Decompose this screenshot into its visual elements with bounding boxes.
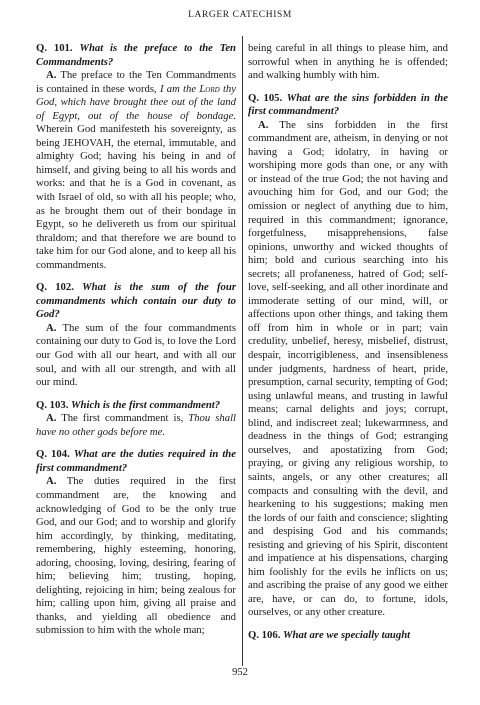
question-number: Q. 105. bbox=[248, 91, 283, 104]
question-text: What is the sum of the four commandments which contain our duty to God? bbox=[36, 281, 237, 321]
question-number: Q. 106. bbox=[248, 628, 281, 641]
running-header: LARGER CATECHISM bbox=[188, 10, 292, 20]
question-101 bbox=[36, 42, 236, 69]
question-number: Q. 102. bbox=[36, 281, 74, 294]
question-text: What is the preface to the Ten Commandments? bbox=[36, 42, 237, 68]
question-105 bbox=[248, 92, 448, 119]
question-text: What are we specially taught bbox=[283, 628, 411, 641]
question-102 bbox=[36, 281, 236, 322]
answer-label: A. bbox=[46, 321, 57, 334]
right-column bbox=[248, 42, 448, 643]
question-number: Q. 104. bbox=[36, 448, 70, 461]
answer-quote: Thou shall have no other gods before me. bbox=[36, 412, 237, 438]
question-104 bbox=[36, 448, 236, 475]
answer-104-continued: being careful in all things to please him, and sorrowful when in anything he is offended; and walking humbly with him. bbox=[248, 42, 448, 82]
question-103 bbox=[36, 399, 236, 413]
answer-text: The duties required in the first commandment are, the knowing and acknowledging of God to be the only true God, and our God; and to worship and glorify him accordingly, by thinking, meditating, remembering, highly esteeming, honoring, adoring, choosing, loving, desiring, fearing of him; believing him; trusting, hoping, delighting, rejoicing in him; being zealous for him; calling upon him, giving all praise and thanks, and yielding all obedience and submission to him with the whole man; bbox=[36, 475, 236, 637]
answer-102 bbox=[36, 322, 236, 390]
left-column bbox=[36, 42, 236, 638]
quote-part: I am the bbox=[159, 82, 200, 95]
answer-104 bbox=[36, 475, 236, 638]
column-divider bbox=[242, 36, 243, 666]
answer-101 bbox=[36, 69, 236, 272]
answer-text: The sins forbidden in the first commandment are, atheism, in denying or not having a God; idolatry, in having or worshiping more gods than one, or any with or instead of the true God; the not having and avouching him for God, and our God; the omission or neglect of anything due to him, required in this commandment; ignorance, forgetfulness, misapprehensions, false opinions, unworthy and wicked thoughts of him; bold and curious searching into his secrets; all profaneness, hatred of God; self-love, self-seeking, and all other inordinate and immoderate setting of our mind, will, or affections upon other things, and taking them off from him in whole or in part; vain credulity, unbelief, heresy, misbelief, distrust, despair, incorrigibleness, and insensibleness under judgments, hardness of heart, pride, presumption, carnal security, tempting of God; using unlawful means, and trusting in lawful means; carnal delights and joys; corrupt, blind, and indiscreet zeal; lukewarmness, and deadness in the things of God; estranging ourselves, and apostatizing from God; praying, or giving any religious worship, to saints, angels, or any other creatures; all compacts and consulting with the devil, and hearkening to his suggestions; making men the lords of our faith and conscience; slighting and despising God and his commands; resisting and grieving of his Spirit, discontent and impatience at his dispensations, charging him foolishly for the evils he inflicts on us; and ascribing the praise of any good we either are, have, or can do, to fortune, idols, ourselves, or any other creature. bbox=[248, 118, 448, 619]
answer-text: The preface to the Ten Commandments is contained in these words, bbox=[36, 69, 237, 95]
lord-smallcaps: Lord bbox=[199, 82, 220, 95]
answer-label: A. bbox=[46, 475, 57, 488]
question-text: Which is the first commandment? bbox=[71, 398, 221, 411]
question-106 bbox=[248, 629, 448, 643]
answer-103 bbox=[36, 412, 236, 439]
answer-label: A. bbox=[46, 412, 57, 425]
answer-text: The sum of the four commandments containing our duty to God is, to love the Lord our God with all our heart, and with all our soul, and with all our strength, and with all our mind. bbox=[36, 321, 237, 389]
answer-text: Wherein God manifesteth his sovereignty, as being JEHOVAH, the eternal, immutable, and almighty God; having his being in and of himself, and giving being to all his words and works: and that he is a God in covenant, as with Israel of old, so with all his people; who, as he brought them out of their bondage in Egypt, so he delivereth us from our spiritual thraldom; and that therefore we are bound to take him for our God alone, and to keep all his commandments. bbox=[36, 123, 236, 271]
answer-label: A. bbox=[258, 118, 269, 131]
question-text: What are the sins forbidden in the first commandment? bbox=[248, 91, 448, 118]
question-number: Q. 101. bbox=[36, 42, 73, 54]
question-number: Q. 103. bbox=[36, 398, 69, 411]
answer-105 bbox=[248, 119, 448, 620]
quote-part: thy God, which have brought thee out of the land of Egypt, out of the house of bondage. bbox=[36, 82, 236, 122]
answer-label: A. bbox=[46, 69, 57, 82]
page-number: 952 bbox=[232, 667, 248, 678]
question-text: What are the duties required in the first commandment? bbox=[36, 448, 236, 474]
answer-text: The first commandment is, bbox=[61, 412, 189, 425]
